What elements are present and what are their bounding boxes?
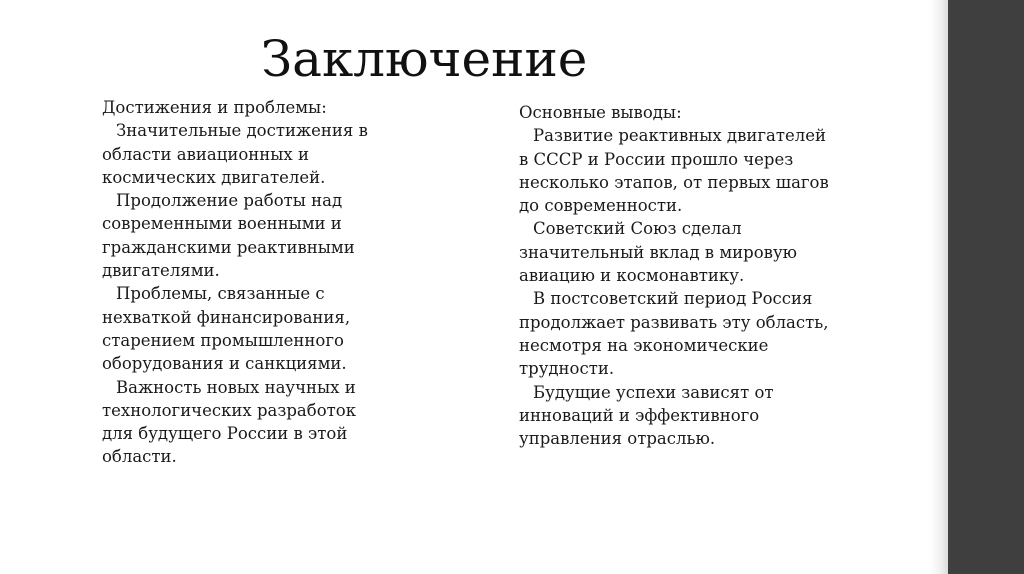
right-column — [519, 101, 829, 450]
left-paragraph: Проблемы, связанные с нехваткой финансирования, старением промышленного оборудования и санкциями. — [102, 284, 351, 374]
right-side-bar — [948, 0, 1024, 574]
left-paragraph: Важность новых научных и технологических разработок для будущего России в этой области. — [102, 377, 357, 467]
slide-edge-shadow — [930, 0, 948, 574]
left-paragraph: Продолжение работы над современными военными и гражданскими реактивными двигателями. — [102, 191, 355, 281]
slide-title: Заключение — [261, 30, 588, 88]
right-column-heading: Основные выводы: — [519, 103, 682, 122]
left-paragraph: Значительные достижения в области авиационных и космических двигателей. — [102, 121, 368, 187]
right-paragraph: Советский Союз сделал значительный вклад в мировую авиацию и космонавтику. — [519, 219, 798, 286]
right-paragraph: Будущие успехи зависят от инноваций и эффективного управления отраслью. — [519, 382, 774, 449]
left-column — [102, 96, 392, 469]
right-paragraph: Развитие реактивных двигателей в СССР и России прошло через несколько этапов, от первых шагов до современности. — [519, 126, 829, 216]
right-paragraph: В постсоветский период Россия продолжает развивать эту область, несмотря на экономические трудности. — [519, 289, 829, 379]
left-column-heading: Достижения и проблемы: — [102, 98, 327, 117]
